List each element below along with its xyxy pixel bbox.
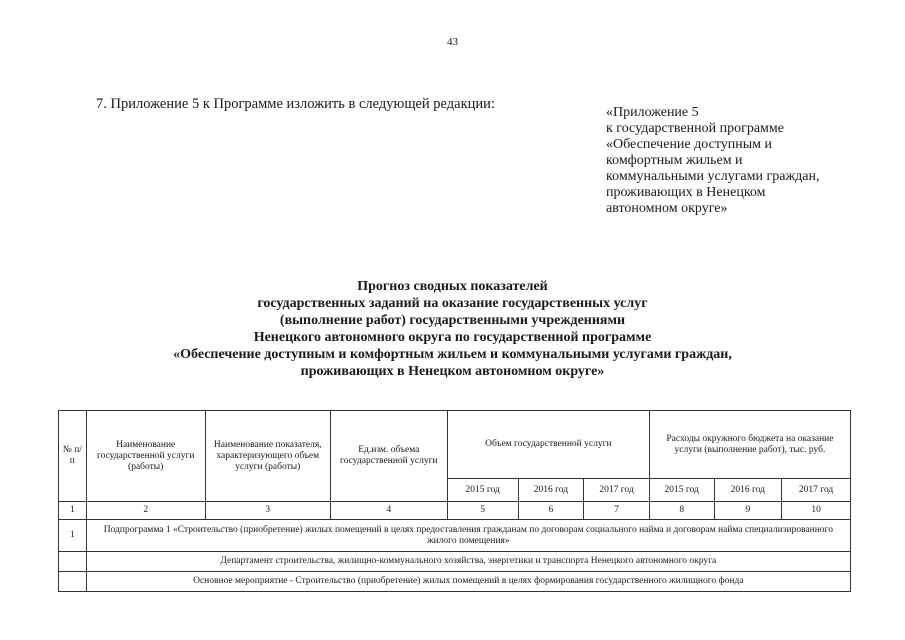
column-number: 1	[59, 502, 87, 520]
title-line: «Обеспечение доступным и комфортным жильем и коммунальными услугами граждан,	[173, 347, 732, 362]
column-number: 4	[330, 502, 447, 520]
page-number: 43	[447, 36, 458, 48]
header-volume-group: Объем государственной услуги	[447, 411, 649, 479]
header-year: 2015 год	[649, 479, 714, 502]
header-year: 2016 год	[518, 479, 584, 502]
column-number: 5	[447, 502, 518, 520]
row-text: Департамент строительства, жилищно-коммунального хозяйства, энергетики и транспорта Ненецкого автономного округа	[86, 552, 850, 572]
header-year: 2015 год	[447, 479, 518, 502]
header-year: 2017 год	[782, 479, 851, 502]
header-num: № п/п	[59, 411, 87, 502]
appendix-line: к государственной программе	[606, 121, 784, 136]
forecast-table	[58, 410, 851, 592]
column-number: 3	[205, 502, 330, 520]
appendix-line: «Обеспечение доступным и	[606, 137, 772, 152]
appendix-line: «Приложение 5	[606, 105, 699, 120]
document-title	[0, 278, 905, 380]
header-indicator-name: Наименование показателя, характеризующего объем услуги (работы)	[205, 411, 330, 502]
header-year: 2017 год	[584, 479, 650, 502]
table-row	[59, 520, 851, 552]
amendment-paragraph: 7. Приложение 5 к Программе изложить в следующей редакции:	[96, 96, 495, 112]
table-row	[59, 552, 851, 572]
appendix-line: коммунальными услугами граждан,	[606, 169, 820, 184]
column-number: 9	[714, 502, 782, 520]
column-number: 2	[86, 502, 205, 520]
title-line: проживающих в Ненецком автономном округе»	[300, 364, 605, 379]
appendix-line: автономном округе»	[606, 201, 728, 216]
header-service-name: Наименование государственной услуги (работы)	[86, 411, 205, 502]
row-num	[59, 572, 87, 592]
header-unit: Ед.изм. объема государственной услуги	[330, 411, 447, 502]
column-number: 7	[584, 502, 650, 520]
row-num: 1	[59, 520, 87, 552]
table-row	[59, 572, 851, 592]
title-line: государственных заданий на оказание государственных услуг	[257, 296, 648, 311]
column-number: 10	[782, 502, 851, 520]
column-number: 6	[518, 502, 584, 520]
appendix-reference	[606, 105, 866, 217]
title-line: (выполнение работ) государственными учреждениями	[279, 313, 626, 328]
row-text: Основное мероприятие - Строительство (приобретение) жилых помещений в целях формирования государственного жилищного фонда	[86, 572, 850, 592]
title-line: Ненецкого автономного округа по государственной программе	[253, 330, 652, 345]
title-line: Прогноз сводных показателей	[357, 279, 548, 294]
appendix-line: комфортным жильем и	[606, 153, 743, 168]
row-num	[59, 552, 87, 572]
column-number: 8	[649, 502, 714, 520]
row-text: Подпрограмма 1 «Строительство (приобретение) жилых помещений в целях предоставления гражданам по договорам социального найма и договорам найма специализированного жилого помещения»	[86, 520, 850, 552]
header-year: 2016 год	[714, 479, 782, 502]
header-expenses-group: Расходы окружного бюджета на оказание услуги (выполнение работ), тыс. руб.	[649, 411, 850, 479]
appendix-line: проживающих в Ненецком	[606, 185, 766, 200]
